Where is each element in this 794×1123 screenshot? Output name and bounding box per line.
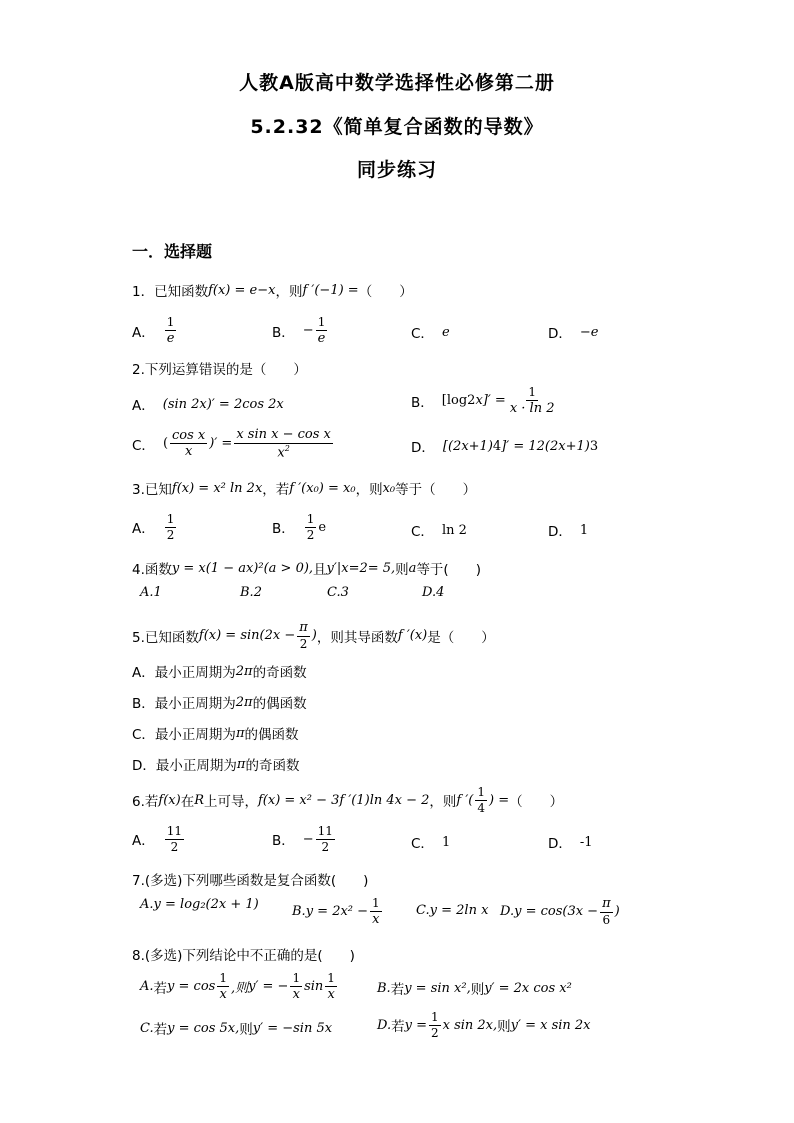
fraction: $\frac{11}{2}$ (166, 824, 183, 854)
question-5-option-b[interactable]: B． 最小正周期为 2π 的偶函数 (132, 694, 307, 712)
section-title: 一．选择题 (132, 242, 213, 261)
question-7-option-a[interactable]: A. y = log₂(2x + 1) (140, 897, 259, 912)
question-1-option-b[interactable]: B． − $\frac{1}{e}$ (272, 315, 326, 346)
fraction: $\frac{\pi}{2}$ (299, 620, 308, 651)
fraction: $\frac{1}{2}$ (306, 512, 315, 542)
question-6-stem: 6.若 f(x) 在 R 上可导， f(x) = x² − 3f ′(1)ln 4x − 2 ，则 f ′( $\frac{1}{4}$ ) = （ ） (132, 785, 564, 815)
question-6-option-a[interactable]: A． $\frac{11}{2}$ (132, 824, 183, 854)
fraction: $\frac{\text{x sin x − cos x}}{x^2}$ (236, 427, 331, 460)
fraction: $\frac{1}{e}$ (166, 315, 175, 346)
question-3-stem: 3.已知 f(x) = x² ln 2x ，若 f ′(x₀) = x₀ ，则 x₀ 等于（ ） (132, 480, 477, 498)
question-1-option-c[interactable]: C． e (411, 324, 450, 342)
fraction: $\frac{1}{4}$ (477, 785, 486, 815)
question-2-option-d[interactable]: D． [(2x+1) 4 ]′ = 12(2x+1) 3 (411, 438, 599, 456)
question-8-option-a[interactable]: A. 若 y = cos $\frac{1}{x}$ ,则 y′ = − $\frac{1}{x}$ sin $\frac{1}{x}$ (140, 971, 335, 1002)
question-4-stem: 4.函数 y = x(1 − ax)²(a > 0), 且 y′| x=2 = 5, 则 a 等于( ) (132, 560, 481, 578)
fraction: $\frac{1}{x}$ (327, 971, 335, 1002)
question-5-option-c[interactable]: C． 最小正周期为 π 的偶函数 (132, 725, 299, 743)
question-1-option-d[interactable]: D． −e (548, 324, 599, 342)
question-8-option-d[interactable]: D. 若 y = $\frac{1}{2}$ x sin 2x, 则 y′ = x sin 2x (377, 1010, 591, 1040)
question-6-option-b[interactable]: B． − $\frac{11}{2}$ (272, 824, 333, 854)
question-2-stem: 2.下列运算错误的是（ ） (132, 362, 307, 378)
question-2-option-a[interactable]: A． (sin 2x)′ = 2cos 2x (132, 396, 284, 414)
fraction: $\frac{1}{2}$ (430, 1010, 439, 1040)
fraction: $\frac{1}{2}$ (166, 512, 175, 542)
question-2-option-b[interactable]: B． [log 2 x]′ = $\frac{1}{x \cdot \ln 2}$ (411, 385, 555, 416)
title-line-2: 5.2.32《简单复合函数的导数》 (250, 116, 544, 138)
fraction: $\frac{\pi}{6}$ (602, 896, 611, 927)
title-line-3: 同步练习 (356, 159, 437, 181)
fraction: $\frac{\text{cos x}}{x}$ (172, 427, 206, 460)
question-7-option-b[interactable]: B. y = 2x² − $\frac{1}{x}$ (292, 896, 380, 927)
fraction: $\frac{1}{e}$ (317, 315, 326, 346)
question-7-stem: 7.(多选)下列哪些函数是复合函数( ) (132, 873, 369, 889)
question-7-option-c[interactable]: C. y = 2 ln x (416, 903, 489, 918)
question-4-option-b[interactable]: B. 2 (240, 585, 262, 600)
question-8-stem: 8.(多选)下列结论中不正确的是( ) (132, 948, 355, 964)
question-6-option-d[interactable]: D． -1 (548, 834, 593, 852)
fraction: $\frac{1}{x}$ (219, 971, 227, 1002)
question-5-option-d[interactable]: D． 最小正周期为 π 的奇函数 (132, 756, 300, 774)
question-8-option-c[interactable]: C. 若 y = cos 5x, 则 y′ = −sin 5x (140, 1020, 333, 1038)
question-3-option-a[interactable]: A． $\frac{1}{2}$ (132, 512, 175, 542)
question-1-stem: 1．已知函数 f(x) = e −x ，则 f ′(−1) = （ ） (132, 282, 413, 300)
question-7-option-d[interactable]: D. y = cos(3x − $\frac{\pi}{6}$ ) (500, 896, 620, 927)
question-3-option-b[interactable]: B． $\frac{1}{2}$ e (272, 512, 327, 542)
question-8-option-b[interactable]: B. 若 y = sin x², 则 y′ = 2x cos x² (377, 980, 572, 998)
question-4-option-c[interactable]: C. 3 (327, 585, 349, 600)
question-4-option-d[interactable]: D. 4 (422, 585, 445, 600)
question-3-option-d[interactable]: D． 1 (548, 522, 589, 540)
question-1-option-a[interactable]: A． $\frac{1}{e}$ (132, 315, 175, 346)
question-3-option-c[interactable]: C． ln 2 (411, 522, 467, 540)
question-5-option-a[interactable]: A． 最小正周期为 2π 的奇函数 (132, 663, 307, 681)
question-5-stem: 5.已知函数 f(x) = sin(2x − $\frac{\pi}{2}$ ) ，则其导函数 f ′(x) 是（ ） (132, 620, 495, 651)
fraction: $\frac{1}{x}$ (372, 896, 380, 927)
fraction: $\frac{11}{2}$ (317, 824, 333, 854)
fraction: $\frac{1}{x}$ (292, 971, 301, 1002)
title-line-1: 人教A版高中数学选择性必修第二册 (239, 72, 555, 94)
question-4-option-a[interactable]: A. 1 (140, 585, 162, 600)
question-6-option-c[interactable]: C． 1 (411, 834, 451, 852)
question-2-option-c[interactable]: C． ( $\frac{\text{cos x}}{x}$ )′ = $\frac{\text{x sin x − cos x}}{x^2}$ (132, 427, 331, 460)
fraction: $\frac{1}{x \cdot \ln 2}$ (509, 385, 555, 416)
